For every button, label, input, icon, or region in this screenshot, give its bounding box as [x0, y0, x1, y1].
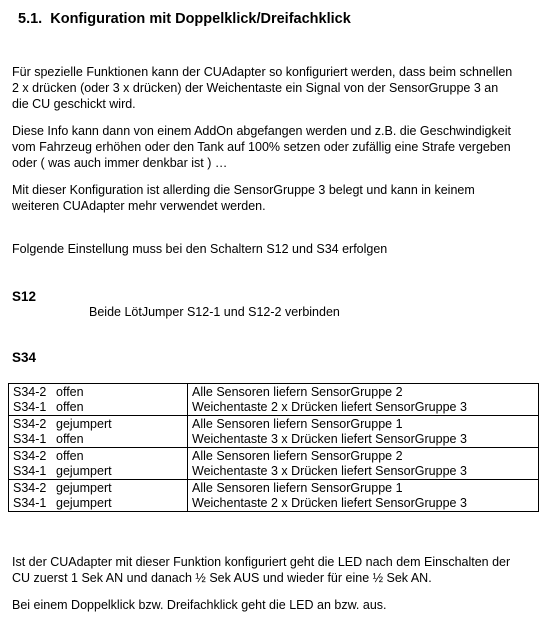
pin-state: gejumpert [56, 417, 112, 431]
table-row [9, 448, 539, 480]
paragraph-led [12, 554, 510, 586]
description-cell [188, 416, 539, 448]
text-line: 2 x drücken (oder 3 x drücken) der Weichentaste ein Signal von der SensorGruppe 3 an [12, 81, 499, 95]
s34-heading: S34 [12, 350, 37, 365]
pin-state: gejumpert [56, 496, 112, 510]
paragraph-settings [12, 241, 387, 257]
pin-cell [9, 416, 188, 448]
s12-instruction: Beide LötJumper S12-1 und S12-2 verbinden [89, 305, 340, 319]
pin-cell [9, 480, 188, 512]
s12-heading: S12 [12, 289, 37, 304]
text-line: vom Fahrzeug erhöhen oder den Tank auf 100% setzen oder zufällig eine Strafe vergeben [12, 140, 511, 154]
pin-state: offen [56, 385, 84, 399]
description-line: Alle Sensoren liefern SensorGruppe 2 [192, 385, 403, 399]
pin-label: S34-2 [13, 417, 47, 431]
section-heading [18, 11, 351, 27]
description-line: Weichentaste 3 x Drücken liefert SensorGruppe 3 [192, 464, 467, 478]
description-line: Weichentaste 2 x Drücken liefert SensorGruppe 3 [192, 496, 467, 510]
text-line: weiteren CUAdapter mehr verwendet werden. [12, 199, 266, 213]
text-line: oder ( was auch immer denkbar ist ) … [12, 156, 228, 170]
text-line: Folgende Einstellung muss bei den Schaltern S12 und S34 erfolgen [12, 242, 388, 256]
pin-label: S34-2 [13, 449, 47, 463]
section-number: 5.1. [18, 11, 43, 27]
text-line: Mit dieser Konfiguration ist allerding die SensorGruppe 3 belegt und kann in keinem [12, 183, 475, 197]
pin-state: gejumpert [56, 464, 112, 478]
text-line: Für spezielle Funktionen kann der CUAdapter so konfiguriert werden, dass beim schnellen [12, 65, 513, 79]
description-cell [188, 384, 539, 416]
paragraph-addon [12, 123, 511, 171]
description-cell [188, 480, 539, 512]
s34-config-table [8, 383, 539, 512]
description-line: Weichentaste 3 x Drücken liefert SensorGruppe 3 [192, 432, 467, 446]
pin-label: S34-2 [13, 385, 47, 399]
table-row [9, 416, 539, 448]
section-title: Konfiguration mit Doppelklick/Dreifachklick [50, 11, 351, 27]
pin-state: offen [56, 400, 84, 414]
description-line: Alle Sensoren liefern SensorGruppe 2 [192, 449, 403, 463]
table-row [9, 480, 539, 512]
description-line: Alle Sensoren liefern SensorGruppe 1 [192, 417, 403, 431]
pin-cell [9, 448, 188, 480]
pin-state: offen [56, 449, 84, 463]
paragraph-click [12, 597, 387, 613]
text-line: die CU geschickt wird. [12, 97, 136, 111]
text-line: Diese Info kann dann von einem AddOn abgefangen werden und z.B. die Geschwindigkeit [12, 124, 511, 138]
text-line: Bei einem Doppelklick bzw. Dreifachklick geht die LED an bzw. aus. [12, 598, 387, 612]
pin-cell [9, 384, 188, 416]
pin-label: S34-1 [13, 432, 47, 446]
paragraph-intro [12, 64, 512, 112]
pin-state: gejumpert [56, 481, 112, 495]
description-line: Alle Sensoren liefern SensorGruppe 1 [192, 481, 403, 495]
description-cell [188, 448, 539, 480]
paragraph-config [12, 182, 475, 214]
pin-label: S34-1 [13, 400, 47, 414]
pin-label: S34-1 [13, 496, 47, 510]
text-line: CU zuerst 1 Sek AN und danach ½ Sek AUS und wieder für eine ½ Sek AN. [12, 571, 432, 585]
text-line: Ist der CUAdapter mit dieser Funktion konfiguriert geht die LED nach dem Einschalten der [12, 555, 511, 569]
table-row [9, 384, 539, 416]
pin-label: S34-2 [13, 481, 47, 495]
description-line: Weichentaste 2 x Drücken liefert SensorGruppe 3 [192, 400, 467, 414]
pin-label: S34-1 [13, 464, 47, 478]
pin-state: offen [56, 432, 84, 446]
